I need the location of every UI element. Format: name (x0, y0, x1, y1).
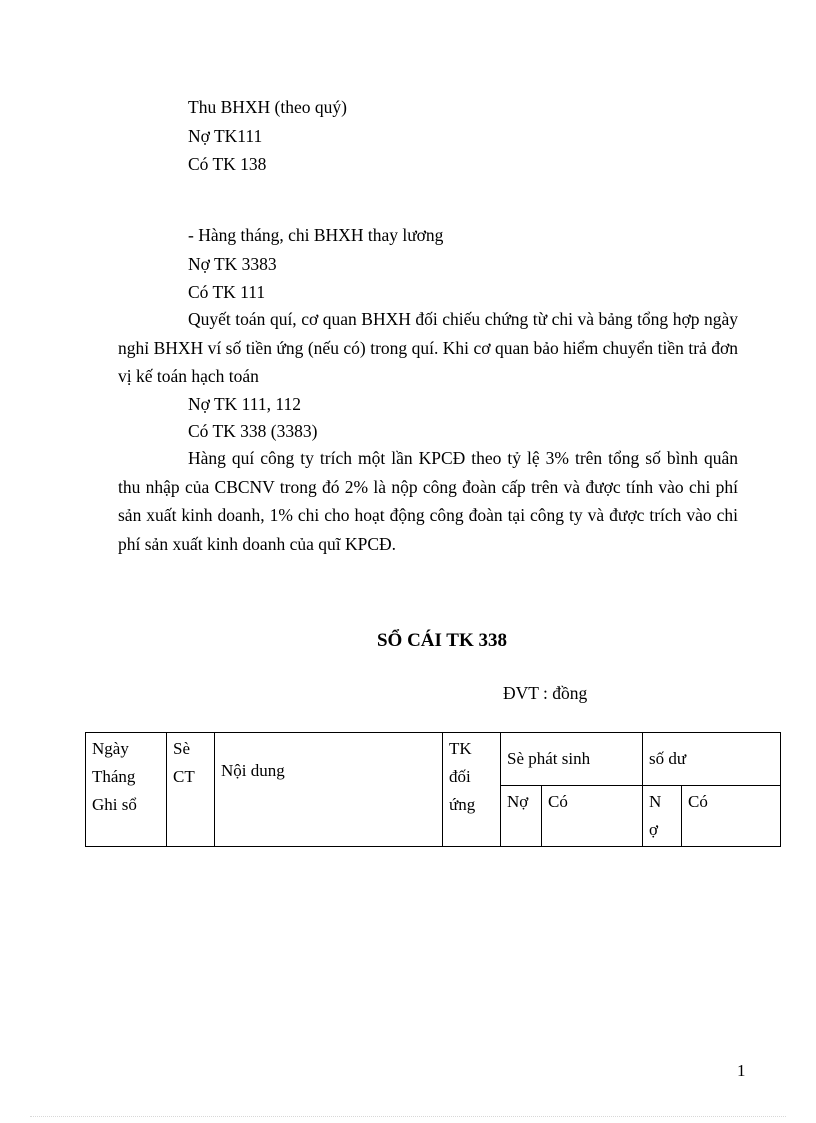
ledger-title: SỔ CÁI TK 338 (376, 630, 508, 651)
unit-label: ĐVT : đồng (503, 683, 588, 703)
col-header-balance: số dư (643, 733, 781, 786)
text-line: Có TK 138 (188, 154, 267, 174)
col-header-balance-credit: Có (682, 786, 781, 847)
paragraph: Quyết toán quí, cơ quan BHXH đối chiếu chứng từ chi và bảng tổng hợp ngày nghỉ BHXH ví số tiền ứng (nếu có) trong quí. Khi cơ quan bảo hiểm chuyển tiền trả đơn vị kế toán hạch toán (118, 309, 738, 386)
footer-divider (30, 1116, 786, 1117)
col-header-arising: Sè phát sinh (501, 733, 643, 786)
col-header-content-label: Nội dung (221, 761, 285, 780)
ledger-table (85, 732, 781, 847)
col-header-voucher: Sè CT (167, 733, 215, 847)
paragraph: Hàng quí công ty trích một lần KPCĐ theo tỷ lệ 3% trên tổng số bình quân thu nhập của CBCNV trong đó 2% là nộp công đoàn cấp trên và được tính vào chi phí sản xuất kinh doanh, 1% chi cho hoạt động công đoàn tại công ty và được trích vào chi phí sản xuất kinh doanh của quĩ KPCĐ. (118, 448, 738, 554)
text-line: Nợ TK 111, 112 (188, 394, 301, 414)
col-header-account: TK đối ứng (443, 733, 501, 847)
col-header-balance-debit: N ợ (643, 786, 682, 847)
text-line: Nợ TK 3383 (188, 254, 277, 274)
text-line: Nợ TK111 (188, 126, 263, 146)
col-header-content (215, 733, 443, 847)
text-line: Có TK 111 (188, 282, 266, 302)
col-header-date: Ngày Tháng Ghi sổ (86, 733, 167, 847)
col-header-arising-credit: Có (542, 786, 643, 847)
page-number: 1 (737, 1061, 746, 1080)
col-header-arising-debit: Nợ (501, 786, 542, 847)
text-line: Thu BHXH (theo quý) (188, 97, 347, 117)
text-line: Có TK 338 (3383) (188, 421, 318, 441)
text-line: - Hàng tháng, chi BHXH thay lương (188, 225, 444, 245)
